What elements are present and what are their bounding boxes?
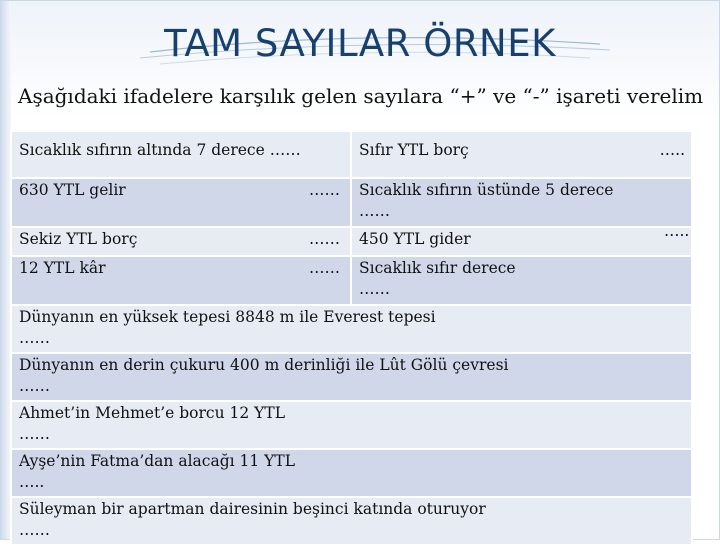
cell-text: Ahmet’in Mehmet’e borcu 12 YTL [19, 404, 285, 422]
examples-table [10, 130, 693, 546]
instruction-subtitle: Aşağıdaki ifadelere karşılık gelen sayılara “+” ve “-” işareti verelim [18, 84, 704, 108]
answer-blank: ….. [659, 141, 685, 159]
table-cell [11, 401, 692, 449]
table-row [11, 401, 692, 449]
table-cell [11, 305, 692, 353]
slide-title: TAM SAYILAR ÖRNEK [164, 22, 556, 65]
table-cell [351, 131, 692, 178]
cell-text: 630 YTL gelir [19, 181, 126, 199]
cell-text: Dünyanın en yüksek tepesi 8848 m ile Everest tepesi [19, 308, 436, 326]
answer-blank: …… [19, 521, 50, 539]
cell-text: Sıfır YTL borç [359, 141, 469, 159]
table-cell [351, 256, 692, 305]
answer-blank: …… [359, 280, 390, 298]
table-row [11, 305, 692, 353]
table-row [11, 131, 692, 178]
table-row [11, 178, 692, 227]
table-row [11, 449, 692, 497]
answer-blank: ….. [19, 473, 45, 491]
table-row [11, 497, 692, 545]
table-cell [351, 178, 692, 227]
answer-blank: …… [309, 181, 340, 199]
answer-blank: …… [19, 329, 50, 347]
cell-text: Sıcaklık sıfır derece [359, 259, 516, 277]
cell-text: Dünyanın en derin çukuru 400 m derinliği ile Lût Gölü çevresi [19, 356, 509, 374]
table-cell [11, 131, 351, 178]
table-row [11, 227, 692, 256]
table-cell [11, 353, 692, 401]
table-cell [11, 178, 351, 227]
cell-text: 450 YTL gider [359, 230, 471, 248]
table-cell [351, 227, 692, 256]
answer-blank: …… [359, 202, 390, 220]
answer-blank: ….. [664, 222, 690, 240]
cell-text: Süleyman bir apartman dairesinin beşinci katında oturuyor [19, 500, 486, 518]
cell-text: Sekiz YTL borç [19, 230, 138, 248]
answer-blank: …… [19, 377, 50, 395]
table-row [11, 353, 692, 401]
table-row [11, 256, 692, 305]
table-cell [11, 256, 351, 305]
cell-text: Sıcaklık sıfırın altında 7 derece …… [19, 141, 301, 159]
answer-blank: …… [309, 230, 340, 248]
table-cell [11, 227, 351, 256]
cell-text: Ayşe’nin Fatma’dan alacağı 11 YTL [19, 452, 296, 470]
cell-text: Sıcaklık sıfırın üstünde 5 derece [359, 181, 614, 199]
cell-text: 12 YTL kâr [19, 259, 106, 277]
answer-blank: …… [19, 425, 50, 443]
answer-blank: …… [309, 259, 340, 277]
table-cell [11, 497, 692, 545]
table-cell [11, 449, 692, 497]
